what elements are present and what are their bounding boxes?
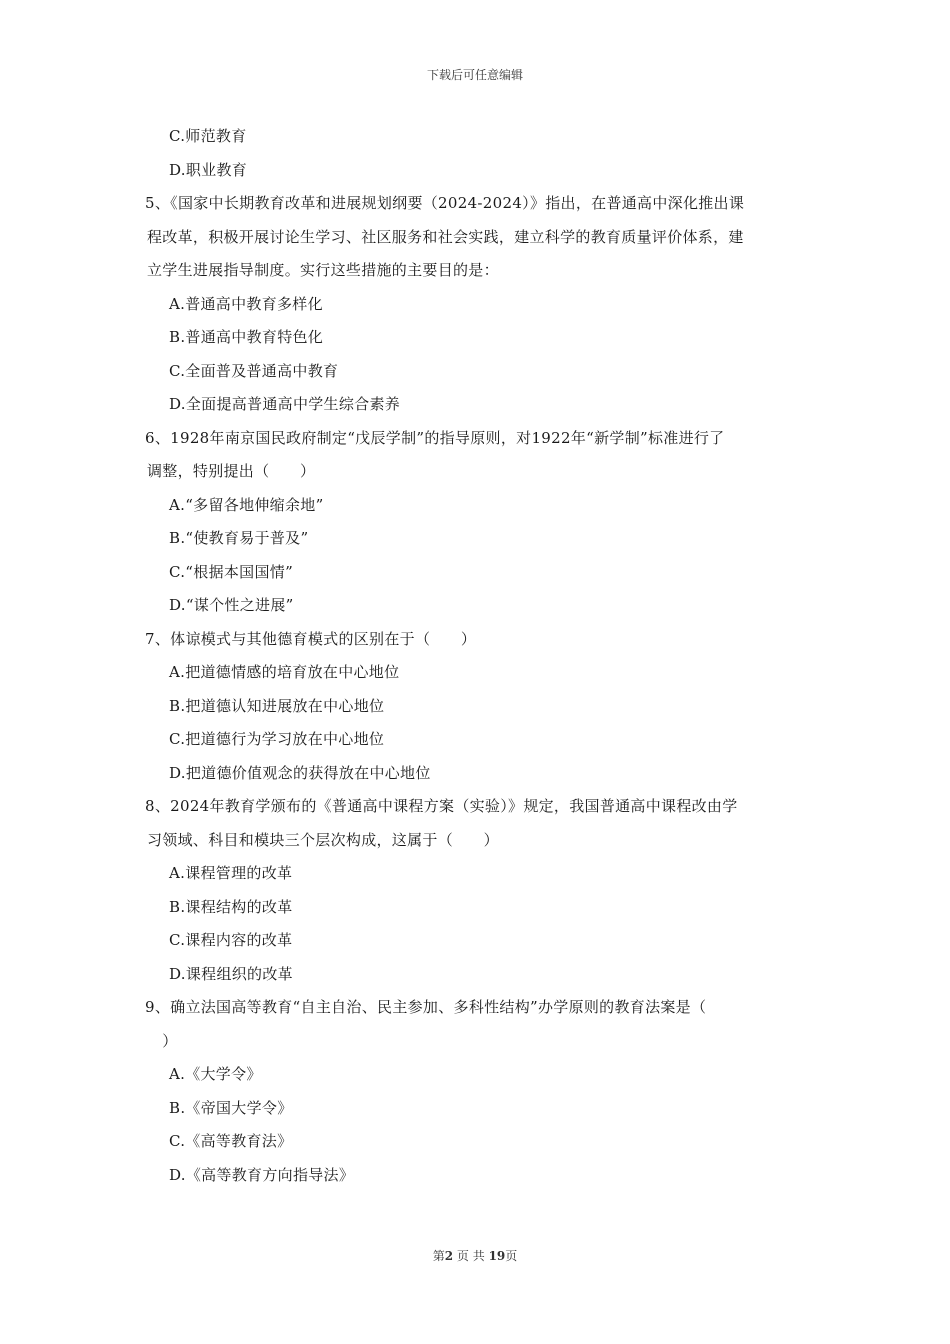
answer-option: D.把道德价值观念的获得放在中心地位 xyxy=(169,763,431,782)
answer-option: C.全面普及普通高中教育 xyxy=(169,361,339,380)
answer-option: A.“多留各地伸缩余地” xyxy=(169,495,324,514)
question-text-continued: 习领域、科目和模块三个层次构成，这属于（ ） xyxy=(147,830,499,849)
answer-option: A.把道德情感的培育放在中心地位 xyxy=(169,663,400,681)
question-text: 7、体谅模式与其他德育模式的区别在于（ ） xyxy=(145,629,477,648)
answer-option: D.全面提高普通高中学生综合素养 xyxy=(169,395,401,413)
answer-option: D.《高等教育方向指导法》 xyxy=(169,1165,355,1184)
page-header: 下载后可任意编辑 xyxy=(426,68,523,82)
footer-suffix: 页 xyxy=(505,1249,518,1263)
answer-option: D.职业教育 xyxy=(169,160,248,179)
answer-option: D.“谋个性之进展” xyxy=(169,596,294,614)
question-text-continued: 调整，特别提出（ ） xyxy=(147,462,316,480)
answer-option: C.把道德行为学习放在中心地位 xyxy=(169,730,385,748)
answer-option: B.课程结构的改革 xyxy=(169,897,293,916)
answer-option: B.《帝国大学令》 xyxy=(169,1098,293,1117)
answer-option: A.《大学令》 xyxy=(169,1065,262,1083)
answer-option: B.普通高中教育特色化 xyxy=(169,328,324,346)
answer-option: A.课程管理的改革 xyxy=(169,864,293,882)
question-text: 5、《国家中长期教育改革和进展规划纲要（2024-2024）》指出，在普通高中深化推出课 xyxy=(145,194,745,212)
document-body xyxy=(145,120,810,1192)
question-text: 8、2024年教育学颁布的《普通高中课程方案（实验）》规定，我国普通高中课程改由学 xyxy=(145,797,738,815)
question-text: 6、1928年南京国民政府制定“戊辰学制”的指导原则，对1922年“新学制”标准进行了 xyxy=(145,428,725,447)
question-text-continued: ） xyxy=(147,1031,178,1050)
answer-option: C.师范教育 xyxy=(169,127,247,145)
footer-total-pages: 19 xyxy=(488,1249,506,1263)
answer-option: D.课程组织的改革 xyxy=(169,964,293,983)
question-text-continued: 程改革，积极开展讨论生学习、社区服务和社会实践，建立科学的教育质量评价体系，建 xyxy=(147,227,744,246)
footer-prefix: 第 xyxy=(432,1249,445,1263)
page-footer xyxy=(0,1247,950,1264)
question-text-continued: 立学生进展指导制度。实行这些措施的主要目的是： xyxy=(147,261,499,279)
answer-option: C.“根据本国国情” xyxy=(169,562,294,581)
answer-option: B.“使教育易于普及” xyxy=(169,529,309,547)
answer-option: C.课程内容的改革 xyxy=(169,931,293,949)
answer-option: B.把道德认知进展放在中心地位 xyxy=(169,696,385,715)
answer-option: A.普通高中教育多样化 xyxy=(169,294,323,313)
answer-option: C.《高等教育法》 xyxy=(169,1132,293,1150)
question-text: 9、确立法国高等教育“自主自治、民主参加、多科性结构”办学原则的教育法案是（ xyxy=(145,998,707,1016)
footer-mid: 页 共 xyxy=(456,1249,485,1263)
footer-page-number: 2 xyxy=(444,1249,454,1263)
